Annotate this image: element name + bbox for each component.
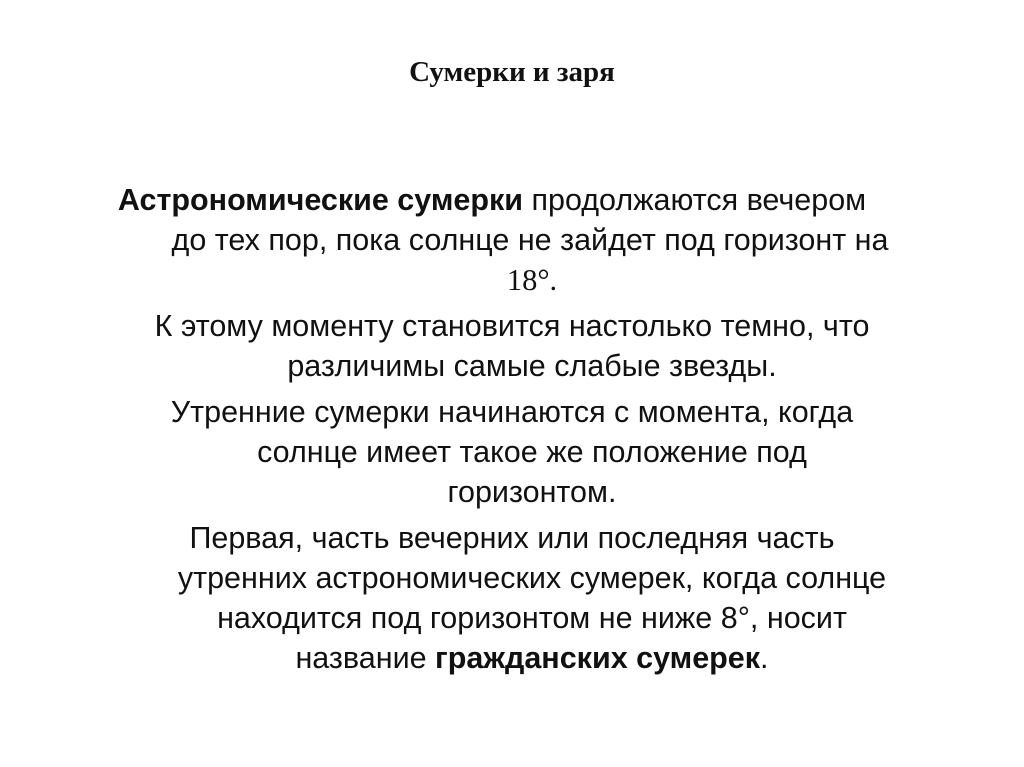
text-fragment: название [295,641,436,675]
paragraph-civil-twilight [0,518,1024,678]
text-line: Утренние сумерки начинаются с момента, когда [170,395,854,429]
text-line: различимы самые слабые звезды. [287,349,777,383]
text-fragment: . [760,641,769,675]
text-line: горизонтом. [447,475,617,509]
text-line: до тех пор, пока солнце не зайдет под горизонт на [171,223,889,257]
text-fragment: продолжаются вечером [523,183,867,217]
text-line: К этому моменту становится настолько темно, что [154,309,870,343]
text-line: солнце имеет такое же положение под [257,435,807,469]
paragraph-darkness [0,306,1024,386]
term-astronomical-twilight: Астрономические сумерки [117,183,523,217]
text-line: Первая, часть вечерних или последняя часть [189,521,835,555]
text-line: 18°. [506,263,558,297]
slide-title: Сумерки и заря [409,56,615,88]
text-line [0,638,1024,678]
term-civil-twilight: гражданских сумерек [435,641,761,675]
paragraph-morning-twilight [0,392,1024,512]
paragraph-astronomical-twilight [0,180,1024,300]
text-line: утренних астрономических сумерек, когда солнце [177,561,887,595]
slide-body [0,180,1024,684]
text-line: находится под горизонтом не ниже 8°, носит [217,601,847,635]
text-line [0,180,1024,220]
